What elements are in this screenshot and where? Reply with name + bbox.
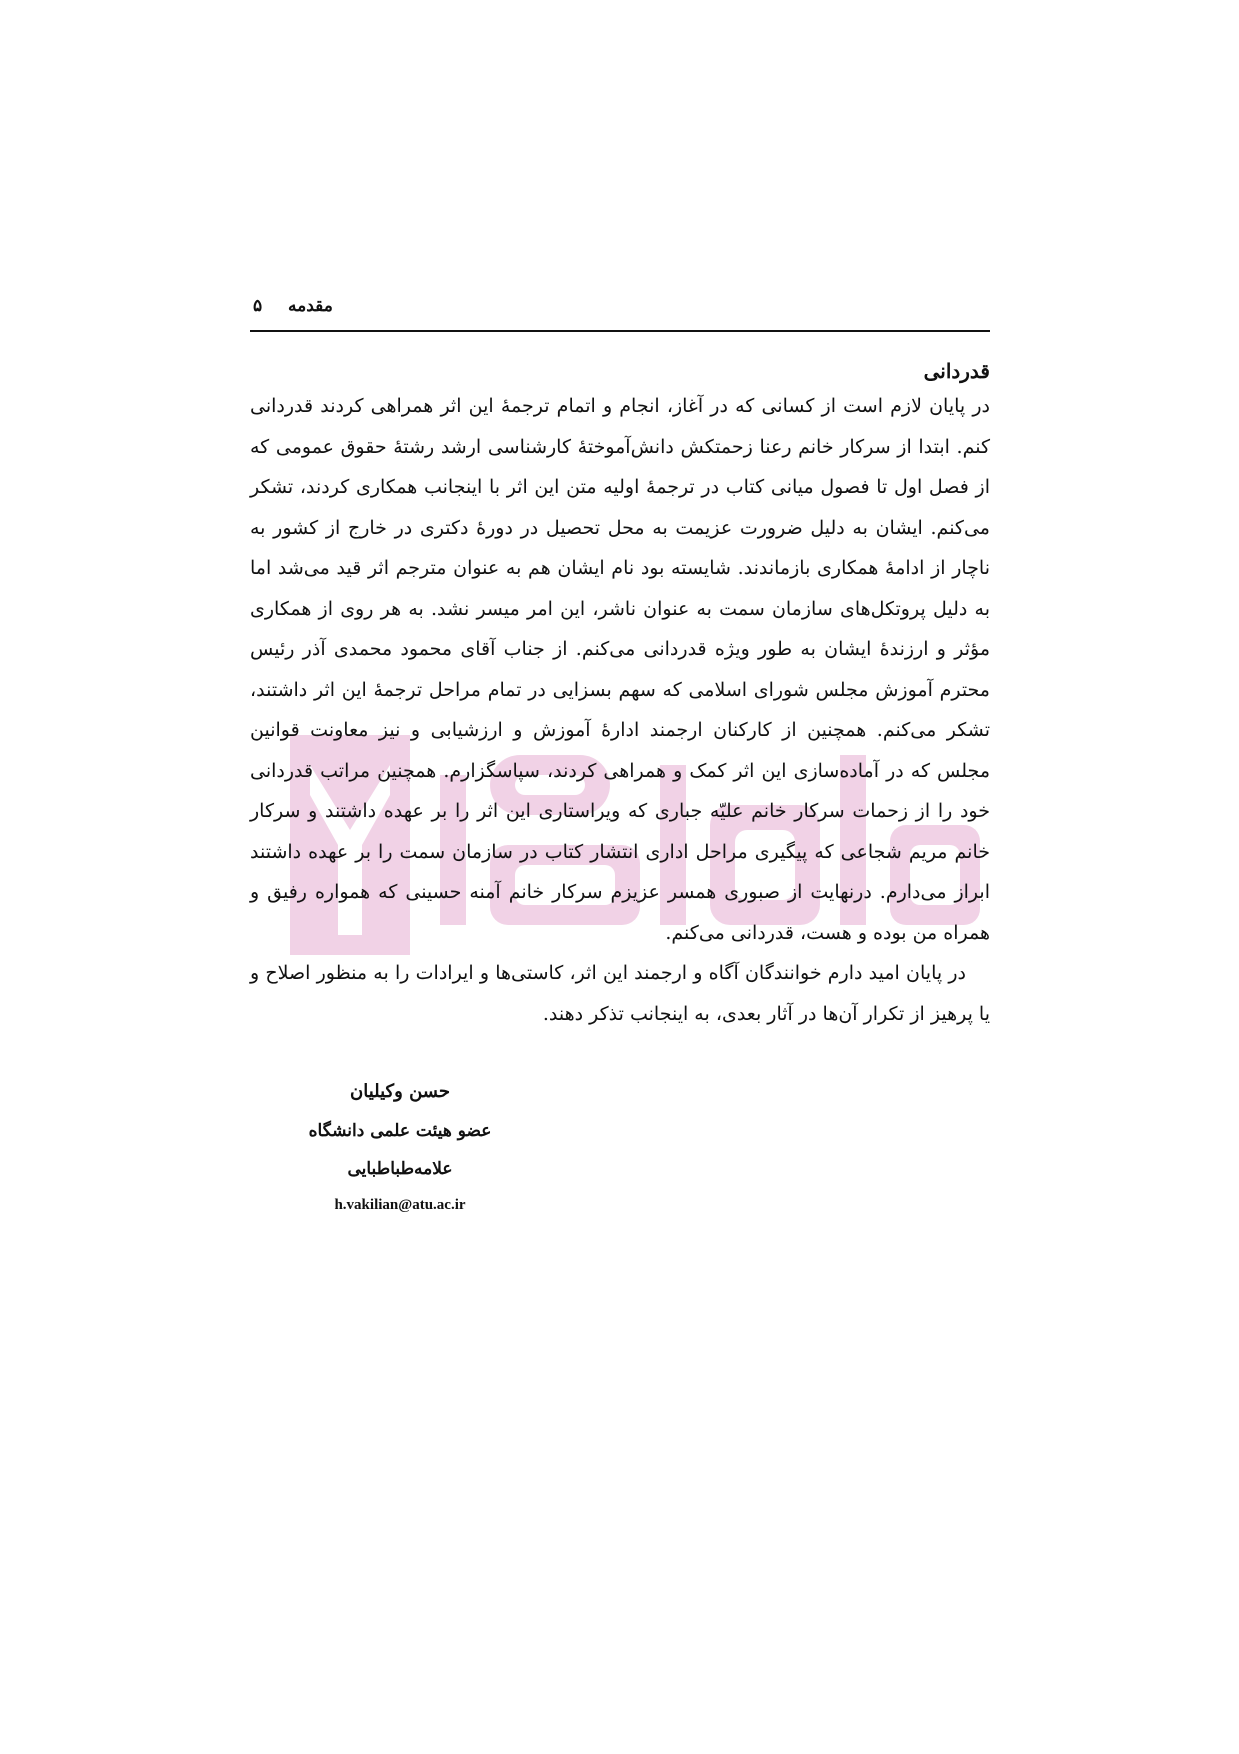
author-affiliation: عضو هیئت علمی دانشگاه علامه‌طباطبایی — [308, 1121, 492, 1179]
paragraph-closing: در پایان امید دارم خوانندگان آگاه و ارجمند این اثر، کاستی‌ها و ایرادات را به منظور اصلاح و یا پرهیز از تکرار آن‌ها در آثار بعدی، به اینجانب تذکر دهند. — [250, 962, 990, 1025]
paragraph-acknowledgements: در پایان لازم است از کسانی که در آغاز، انجام و اتمام ترجمهٔ این اثر همراهی کردند قدردانی کنم. ابتدا از سرکار خانم رعنا زحمتکش دانش‌آموختهٔ کارشناسی ارشد رشتهٔ حقوق عمومی که از فصل اول تا فصول میانی کتاب در ترجمهٔ اولیه متن این اثر با اینجانب همکاری کردند، تشکر می‌کنم. ایشان به دلیل ضرورت عزیمت به محل تحصیل در دورهٔ دکتری در خارج از کشور به ناچار از ادامهٔ همکاری بازماندند. شایسته بود نام ایشان هم به عنوان مترجم اثر قید می‌شد اما به دلیل پروتکل‌های سازمان سمت به عنوان ناشر، این امر میسر نشد. به هر روی از همکاری مؤثر و ارزندهٔ ایشان به طور ویژه قدردانی می‌کنم. از جناب آقای محمود محمدی آذر رئیس محترم آموزش مجلس شورای اسلامی که سهم بسزایی در تمام مراحل ترجمهٔ این اثر داشتند، تشکر می‌کنم. همچنین از کارکنان ارجمند ادارهٔ آموزش و ارزشیابی و نیز معاونت قوانین مجلس که در آماده‌سازی این اثر کمک و همراهی کردند، سپاسگزارم. همچنین مراتب قدردانی خود را از زحمات سرکار خانم علیّه جباری که ویراستاری این اثر را بر عهده داشتند و سرکار خانم مریم شجاعی که پیگیری مراحل اداری انتشار کتاب در سازمان سمت را بر عهده داشتند ابراز می‌دارم. درنهایت از صبوری همسر عزیزم سرکار خانم آمنه حسینی که همواره رفیق و همراه من بوده و هست، قدردانی می‌کنم. — [250, 395, 990, 944]
section-title: قدردانی — [923, 359, 990, 383]
main-content — [250, 356, 990, 1034]
signature-block — [255, 1072, 545, 1222]
author-email: h.vakilian@atu.ac.ir — [334, 1197, 466, 1213]
author-name: حسن وکیلیان — [350, 1081, 450, 1102]
page-number: ۵ — [253, 296, 263, 316]
page-header — [250, 296, 990, 332]
running-head: مقدمه — [288, 296, 333, 316]
